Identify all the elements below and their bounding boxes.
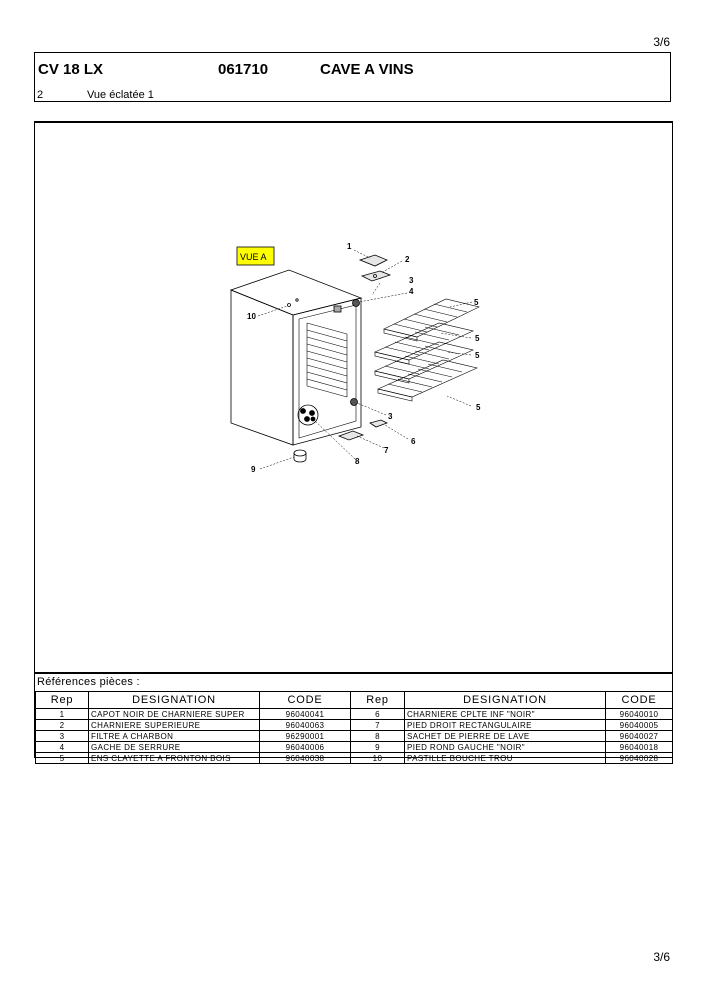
column-header: CODE — [606, 692, 673, 709]
callout: 5 — [475, 334, 480, 343]
page-number-top: 3/6 — [653, 35, 670, 49]
code-cell: 96040018 — [606, 742, 673, 753]
table-row — [36, 731, 673, 742]
column-header: Rep — [36, 692, 89, 709]
exploded-view-panel — [34, 121, 673, 673]
rep-cell: 4 — [36, 742, 89, 753]
section-number: 2 — [37, 89, 44, 101]
designation-cell: CAPOT NOIR DE CHARNIERE SUPER — [89, 709, 260, 720]
callout: 5 — [475, 351, 480, 360]
code-cell: 96040063 — [260, 720, 351, 731]
rep-cell: 10 — [351, 753, 405, 764]
designation-cell: GACHE DE SERRURE — [89, 742, 260, 753]
designation-cell: CHARNIERE SUPERIEURE — [89, 720, 260, 731]
exploded-view-drawing — [35, 123, 672, 672]
table-row — [36, 753, 673, 764]
code-cell: 96290001 — [260, 731, 351, 742]
rep-cell: 6 — [351, 709, 405, 720]
rep-cell: 9 — [351, 742, 405, 753]
designation-cell: ENS CLAYETTE A FRONTON BOIS — [89, 753, 260, 764]
product-name: CAVE A VINS — [320, 61, 414, 78]
callout: 7 — [384, 446, 389, 455]
callout: 10 — [247, 312, 256, 321]
table-row — [36, 742, 673, 753]
model-name: CV 18 LX — [38, 61, 104, 78]
callout: 3 — [388, 412, 393, 421]
section-title: Vue éclatée 1 — [87, 89, 154, 101]
code-cell: 96040038 — [260, 753, 351, 764]
rep-cell: 2 — [36, 720, 89, 731]
designation-cell: PASTILLE BOUCHE TROU — [405, 753, 606, 764]
rep-cell: 7 — [351, 720, 405, 731]
column-header: Rep — [351, 692, 405, 709]
cabinet-body — [231, 270, 361, 445]
wine-shelves — [375, 299, 479, 401]
column-header: DESIGNATION — [89, 692, 260, 709]
callout: 4 — [409, 287, 414, 296]
designation-cell: PIED ROND GAUCHE "NOIR" — [405, 742, 606, 753]
code-cell: 96040027 — [606, 731, 673, 742]
code-cell: 96040028 — [606, 753, 673, 764]
code-cell: 96040010 — [606, 709, 673, 720]
callout: 3 — [409, 276, 414, 285]
table-row — [36, 720, 673, 731]
code-cell: 96040041 — [260, 709, 351, 720]
view-label-box — [237, 247, 274, 265]
rep-cell: 5 — [36, 753, 89, 764]
document-header — [34, 52, 671, 102]
callout: 8 — [355, 457, 360, 466]
rep-cell: 3 — [36, 731, 89, 742]
rep-cell: 1 — [36, 709, 89, 720]
code-cell: 96040005 — [606, 720, 673, 731]
model-code: 061710 — [218, 61, 269, 78]
code-cell: 96040006 — [260, 742, 351, 753]
leader-lines — [258, 250, 472, 469]
top-hinge-parts — [360, 255, 390, 281]
table-row — [36, 709, 673, 720]
callout: 6 — [411, 437, 416, 446]
parts-reference-panel — [34, 673, 673, 763]
designation-cell: PIED DROIT RECTANGULAIRE — [405, 720, 606, 731]
column-header: CODE — [260, 692, 351, 709]
designation-cell: SACHET DE PIERRE DE LAVE — [405, 731, 606, 742]
column-header: DESIGNATION — [405, 692, 606, 709]
page-number-bottom: 3/6 — [653, 950, 670, 964]
callout: 1 — [347, 242, 352, 251]
rep-cell: 8 — [351, 731, 405, 742]
callout: 5 — [476, 403, 481, 412]
callout: 9 — [251, 465, 256, 474]
callout: 2 — [405, 255, 410, 264]
view-label: VUE A — [240, 252, 267, 262]
parts-table — [35, 691, 673, 764]
designation-cell: FILTRE A CHARBON — [89, 731, 260, 742]
designation-cell: CHARNIERE CPLTE INF "NOIR" — [405, 709, 606, 720]
parts-table-header — [36, 692, 673, 709]
parts-caption: Références pièces : — [37, 676, 140, 688]
callout: 5 — [474, 298, 479, 307]
